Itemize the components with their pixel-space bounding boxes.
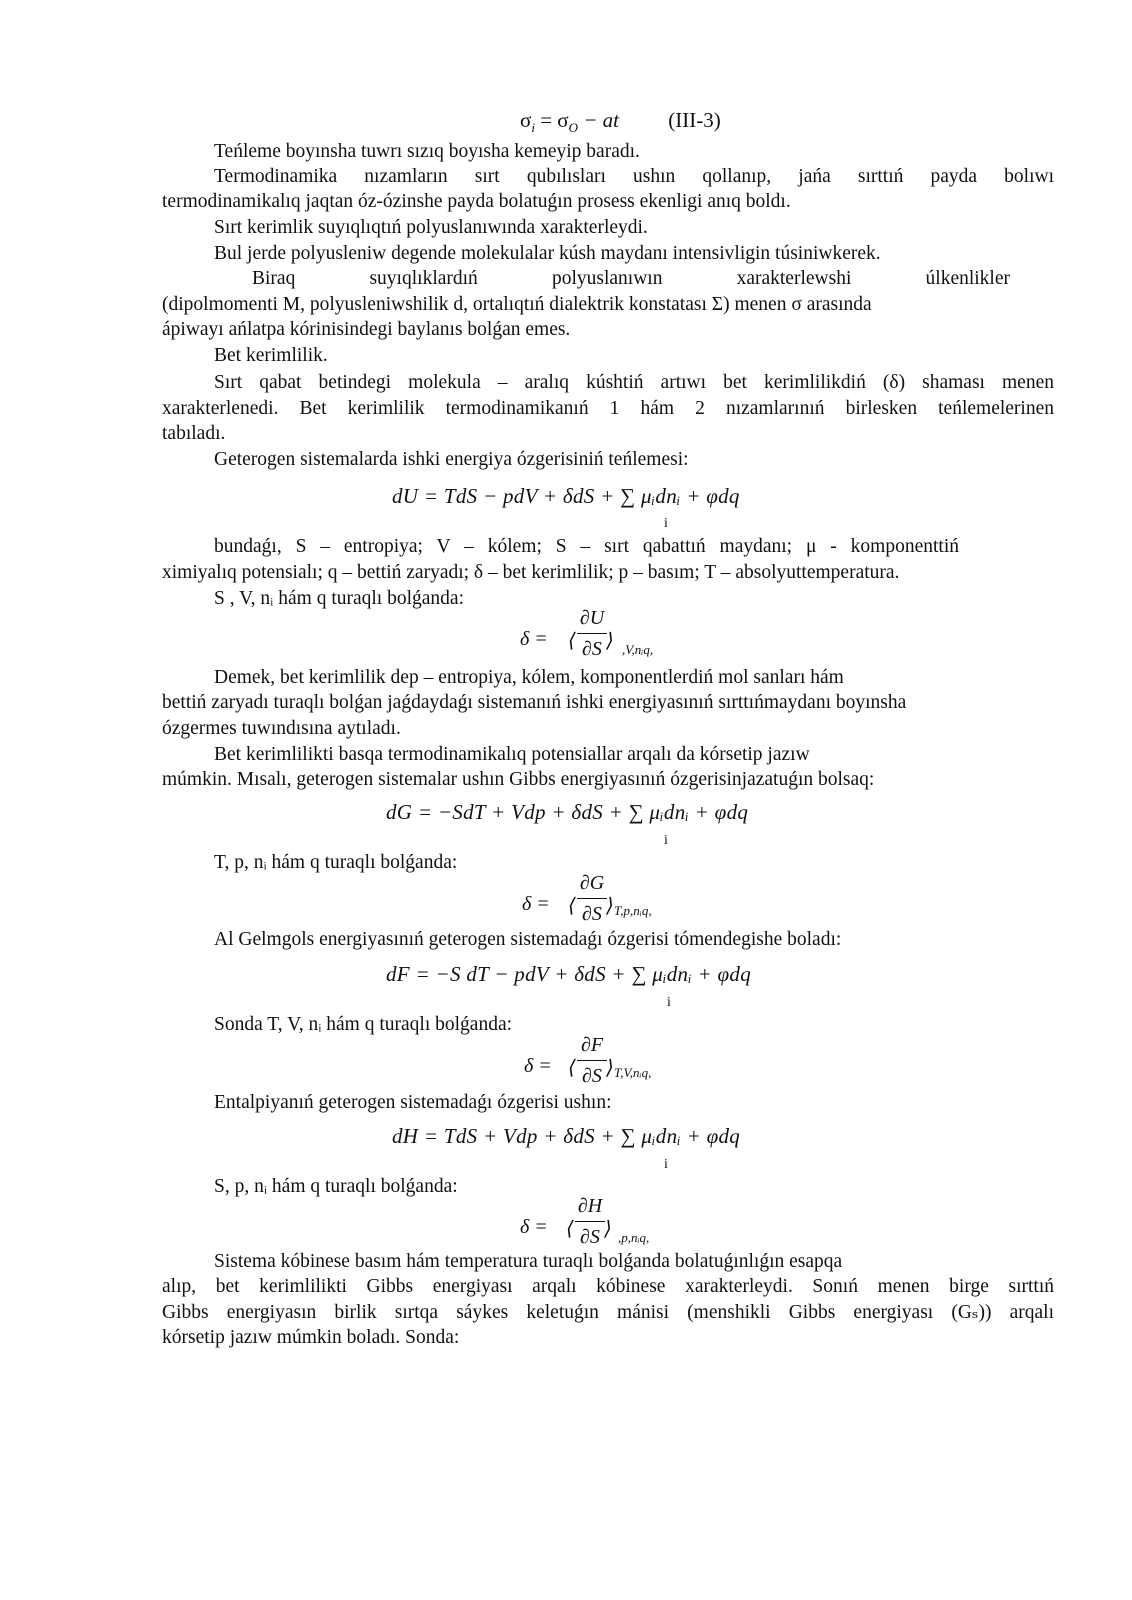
- paragraph-line: ximiyalıq potensialı; q – bettiń zaryadı; δ – bet kerimlilik; p – basım; T – absolyuttemperatura.: [162, 562, 900, 583]
- paragraph-line: múmkin. Mısalı, geterogen sistemalar ushın Gibbs energiyasınıń ózgerisinjazatuǵın bolsaq:: [162, 769, 875, 790]
- paragraph-line: kórsetip jazıw múmkin boladı. Sonda:: [162, 1327, 460, 1348]
- paragraph-line: bundaǵı, S – entropiya; V – kólem; S – sırt qabattıń maydanı; μ - komponenttiń: [214, 536, 959, 557]
- eq-sigma-i: σ: [520, 108, 532, 132]
- paragraph-line: Bet kerimlilikti basqa termodinamikalıq potensiallar arqalı da kórsetip jazıw: [214, 744, 810, 765]
- paragraph-line: S , V, nᵢ hám q turaqlı bolǵanda:: [214, 588, 464, 609]
- eq-sigma-o: σ: [557, 108, 569, 132]
- deriv-bracket: ⟩: [606, 1057, 614, 1079]
- fraction-bar: [577, 1060, 607, 1061]
- fraction-bar: [577, 633, 607, 634]
- deriv-subscript: T,p,nᵢq,: [614, 903, 652, 918]
- deriv-subscript: T,V,nᵢq,: [614, 1065, 652, 1080]
- deriv-numerator: ∂U: [579, 607, 605, 629]
- paragraph-line: Gibbs energiyasın birlik sırtqa sáykes keletuǵın mánisi (menshikli Gibbs energiyası (Gₛ)) arqalı: [162, 1302, 1054, 1323]
- fraction-bar: [575, 1221, 605, 1222]
- formula-dF: dF = −S dT − pdV + δdS + ∑ μᵢdnᵢ + φdq: [386, 962, 752, 986]
- paragraph-line: xarakterlenedi. Bet kerimlilik termodinamikanıń 1 hám 2 nızamlarınıń birlesken teńlemelerinen: [162, 398, 1054, 419]
- paragraph-line: tabıladı.: [162, 423, 226, 444]
- paragraph-line: Geterogen sistemalarda ishki energiya ózgerisiniń teńlemesi:: [214, 449, 689, 470]
- deriv-denominator: ∂S: [582, 903, 602, 925]
- deriv-numerator: ∂F: [580, 1034, 604, 1056]
- eq-tail: − at: [583, 108, 620, 132]
- deriv-lhs: δ =: [520, 628, 548, 650]
- paragraph-line: Bul jerde polyusleniw degende molekulalar kúsh maydanı intensivligin túsiniwkerek.: [214, 243, 881, 264]
- deriv-bracket: ⟨: [568, 630, 576, 652]
- paragraph-line: alıp, bet kerimlilikti Gibbs energiyası arqalı kóbinese xarakterleydi. Sonıń menen birge sırttıń: [162, 1276, 1054, 1297]
- deriv-subscript: ,V,nᵢq,: [622, 642, 654, 657]
- deriv-denominator: ∂S: [582, 1065, 602, 1087]
- paragraph-line: Demek, bet kerimlilik dep – entropiya, kólem, komponentlerdiń mol sanları hám: [214, 667, 844, 688]
- paragraph-line: Sırt qabat betindegi molekula – aralıq kúshtiń artıwı bet kerimlilikdiń (δ) shaması menen: [214, 372, 1054, 393]
- formula-dH: dH = TdS + Vdp + δdS + ∑ μᵢdnᵢ + φdq: [392, 1124, 741, 1148]
- deriv-bracket: ⟨: [568, 895, 576, 917]
- formula-dG: dG = −SdT + Vdp + δdS + ∑ μᵢdnᵢ + φdq: [386, 800, 749, 824]
- deriv-subscript: ,p,nᵢq,: [618, 1230, 650, 1245]
- sum-index: i: [667, 995, 671, 1010]
- equation-iii-3: [520, 108, 721, 136]
- paragraph-line: bettiń zaryadı turaqlı bolǵan jaǵdaydaǵı sistemanıń ishki energiyasınıń sırttıńmaydanı boyınsha: [162, 692, 907, 713]
- paragraph-line: Sistema kóbinese basım hám temperatura turaqlı bolǵanda bolatuǵınlıǵın esapqa: [214, 1251, 843, 1272]
- sum-index: i: [664, 833, 668, 848]
- deriv-bracket: ⟩: [604, 1218, 612, 1240]
- fraction-bar: [577, 898, 607, 899]
- deriv-lhs: δ =: [520, 1216, 548, 1238]
- deriv-bracket: ⟩: [606, 895, 614, 917]
- paragraph-line: termodinamikalıq jaqtan óz-ózinshe payda bolatuǵın prosess ekenligi anıq boldı.: [162, 191, 791, 212]
- paragraph-line: Entalpiyanıń geterogen sistemadaǵı ózgerisi ushın:: [214, 1092, 612, 1113]
- paragraph-line: ápiwayı ańlatpa kórinisindegi baylanıs bolǵan emes.: [162, 319, 571, 340]
- deriv-bracket: ⟩: [606, 630, 614, 652]
- deriv-bracket: ⟨: [566, 1218, 574, 1240]
- deriv-lhs: δ =: [522, 893, 550, 915]
- section-heading: Bet kerimlilik.: [214, 345, 328, 366]
- paragraph-line: Biraq suyıqlıklardıń polyuslanıwın xarakterlewshi úlkenlikler: [252, 268, 1010, 289]
- paragraph-line: T, p, nᵢ hám q turaqlı bolǵanda:: [214, 852, 458, 873]
- paragraph-line: S, p, nᵢ hám q turaqlı bolǵanda:: [214, 1176, 458, 1197]
- paragraph-line: Sonda T, V, nᵢ hám q turaqlı bolǵanda:: [214, 1014, 513, 1035]
- sum-index: i: [664, 516, 668, 531]
- eq-label: (III-3): [668, 108, 721, 132]
- deriv-numerator: ∂H: [577, 1195, 603, 1217]
- paragraph-line: Teńleme boyınsha tuwrı sızıq boyısha kemeyip baradı.: [214, 141, 640, 162]
- formula-dU: dU = TdS − pdV + δdS + ∑ μᵢdnᵢ + φdq: [392, 484, 740, 508]
- deriv-denominator: ∂S: [582, 638, 602, 660]
- eq-sub-i: i: [531, 120, 535, 136]
- deriv-denominator: ∂S: [580, 1226, 600, 1248]
- paragraph-line: (dipolmomenti M, polyusleniwshilik d, ortalıqtıń dialektrik konstatası Σ) menen σ arasında: [162, 294, 872, 315]
- eq-sub-o: O: [568, 120, 579, 136]
- sum-index: i: [664, 1157, 668, 1172]
- deriv-numerator: ∂G: [579, 872, 605, 894]
- eq-equals: =: [540, 108, 553, 132]
- paragraph-line: ózgermes tuwındısına aytıladı.: [162, 718, 401, 739]
- paragraph-line: Sırt kerimlik suyıqlıqtıń polyuslanıwında xarakterleydi.: [214, 217, 648, 238]
- paragraph-line: Al Gelmgols energiyasınıń geterogen sistemadaǵı ózgerisi tómendegishe boladı:: [214, 929, 842, 950]
- paragraph-line: Termodinamika nızamların sırt qubılısları ushın qollanıp, jańa sırttıń payda bolıwı: [214, 166, 1054, 187]
- deriv-bracket: ⟨: [568, 1057, 576, 1079]
- deriv-lhs: δ =: [524, 1055, 552, 1077]
